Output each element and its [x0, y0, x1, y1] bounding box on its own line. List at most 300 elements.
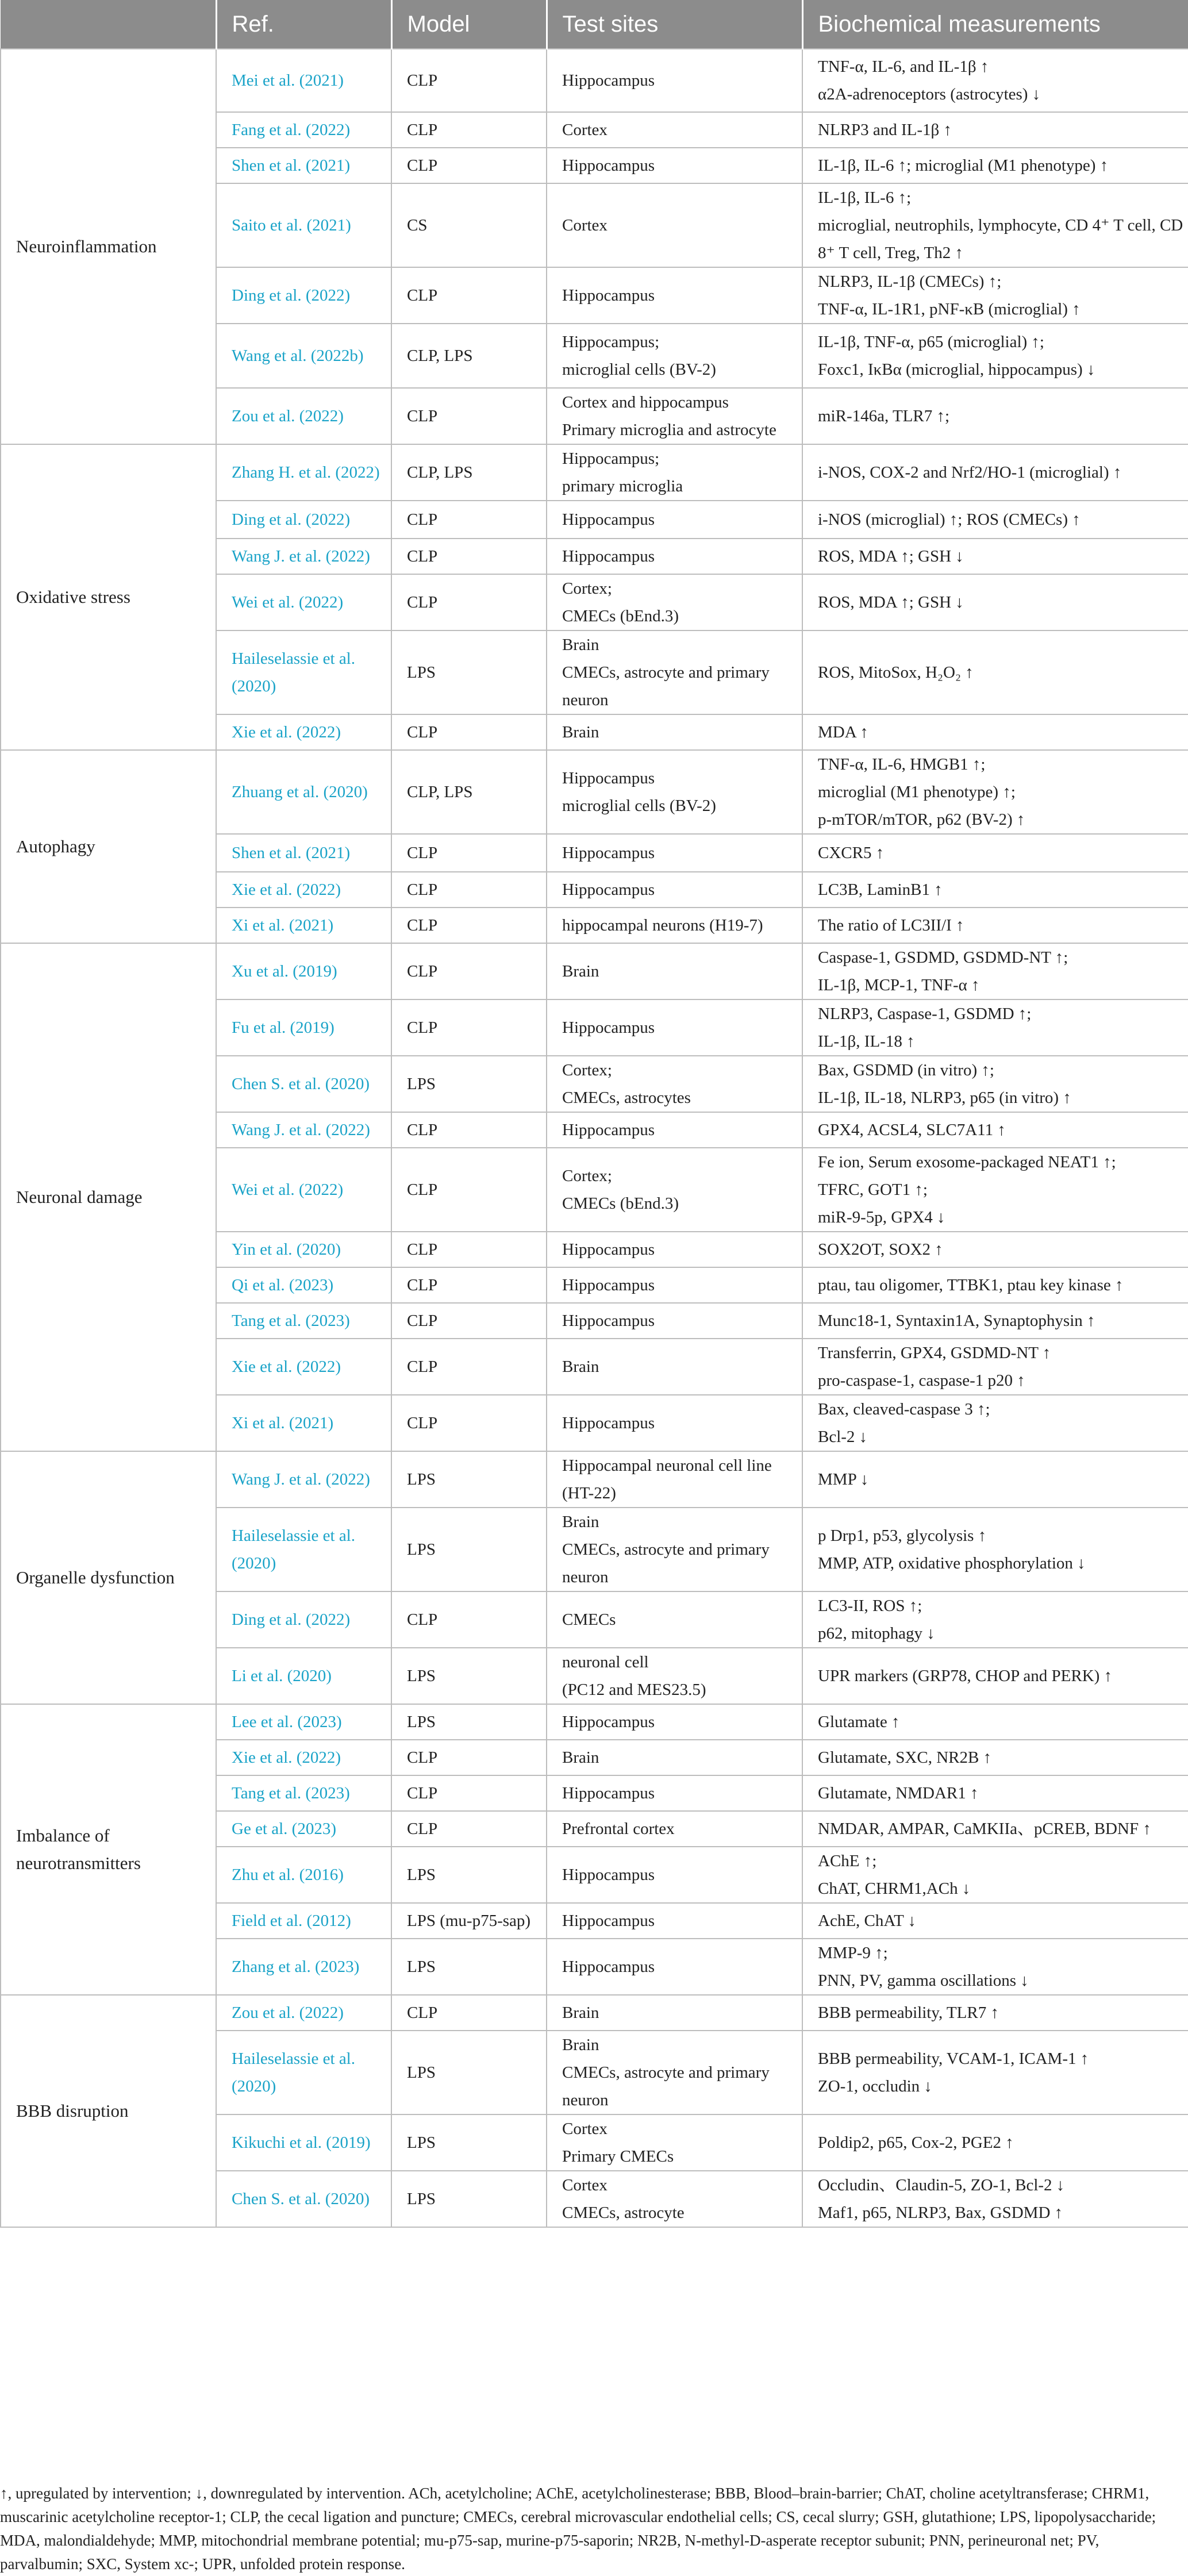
test-sites-cell	[547, 1451, 802, 1508]
table-row	[1, 49, 1188, 112]
measurements-cell	[802, 444, 1188, 501]
test-site-line: Hippocampus	[562, 1784, 655, 1802]
ref-link[interactable]: Fu et al. (2019)	[216, 999, 391, 1056]
measurement-line: Fe ion, Serum exosome-packaged NEAT1 ↑;	[818, 1153, 1116, 1171]
test-sites-cell	[547, 908, 802, 943]
model-cell: LPS	[391, 1451, 547, 1508]
measurements-cell	[802, 1740, 1188, 1775]
measurements-cell	[802, 1995, 1188, 2031]
measurement-line: TNF-α, IL-6, and IL-1β ↑	[818, 57, 989, 76]
measurement-line: IL-1β, IL-6 ↑; microglial (M1 phenotype) ↑	[818, 156, 1109, 175]
table-row	[1, 1704, 1188, 1740]
measurements-cell	[802, 539, 1188, 574]
measurements-cell	[802, 1112, 1188, 1148]
table-header-row	[1, 0, 1188, 49]
test-site-line: CMECs, astrocyte and primary	[562, 663, 770, 682]
test-site-line: Hippocampus	[562, 547, 655, 566]
measurements-cell	[802, 834, 1188, 872]
model-cell: CLP	[391, 49, 547, 112]
test-site-line: primary microglia	[562, 477, 683, 495]
model-cell: CLP	[391, 1267, 547, 1303]
test-site-line: Hippocampus	[562, 71, 655, 90]
ref-link[interactable]: Kikuchi et al. (2019)	[216, 2114, 391, 2171]
ref-link[interactable]: Xi et al. (2021)	[216, 1395, 391, 1451]
test-site-line: Hippocampus	[562, 1240, 655, 1259]
measurement-line: p-mTOR/mTOR, p62 (BV-2) ↑	[818, 810, 1025, 829]
test-site-line: Primary CMECs	[562, 2147, 674, 2166]
ref-link[interactable]: Saito et al. (2021)	[216, 183, 391, 267]
measurements-cell	[802, 2171, 1188, 2227]
test-site-line: Brain	[562, 1358, 599, 1376]
model-cell: LPS	[391, 2171, 547, 2227]
ref-link[interactable]: Xie et al. (2022)	[216, 1339, 391, 1395]
test-sites-cell	[547, 267, 802, 324]
ref-link[interactable]: Zhu et al. (2016)	[216, 1847, 391, 1903]
measurement-line: Glutamate, SXC, NR2B ↑	[818, 1748, 992, 1767]
measurement-line: TNF-α, IL-1R1, pNF-κB (microglial) ↑	[818, 300, 1081, 318]
measurements-cell	[802, 1232, 1188, 1267]
test-site-line: Hippocampus	[562, 1414, 655, 1432]
ref-link[interactable]: Tang et al. (2023)	[216, 1775, 391, 1811]
model-cell: CLP	[391, 1811, 547, 1847]
measurement-line: ptau, tau oligomer, TTBK1, ptau key kinase ↑	[818, 1276, 1124, 1294]
test-sites-cell	[547, 1232, 802, 1267]
test-sites-cell	[547, 444, 802, 501]
model-cell: LPS	[391, 1648, 547, 1704]
table-row	[1, 1451, 1188, 1508]
measurements-cell	[802, 1591, 1188, 1648]
table-row	[1, 943, 1188, 999]
test-site-line: Brain	[562, 723, 599, 741]
model-cell: CLP	[391, 539, 547, 574]
measurements-cell	[802, 324, 1188, 388]
test-sites-cell	[547, 630, 802, 714]
model-cell: CLP	[391, 943, 547, 999]
test-site-line: Hippocampus	[562, 769, 655, 787]
measurements-cell	[802, 2031, 1188, 2114]
test-site-line: Hippocampus	[562, 1121, 655, 1139]
ref-link[interactable]: Zhang et al. (2023)	[216, 1939, 391, 1995]
measurements-cell	[802, 112, 1188, 148]
test-site-line: neuron	[562, 1568, 609, 1586]
test-sites-cell	[547, 1775, 802, 1811]
test-sites-cell	[547, 574, 802, 630]
ref-link[interactable]: Xu et al. (2019)	[216, 943, 391, 999]
header-model: Model	[391, 0, 547, 49]
measurement-line: SOX2OT, SOX2 ↑	[818, 1240, 943, 1259]
measurements-cell	[802, 501, 1188, 539]
measurements-cell	[802, 1811, 1188, 1847]
measurement-line: Bcl-2 ↓	[818, 1428, 868, 1446]
measurements-cell	[802, 908, 1188, 943]
measurement-line: CXCR5 ↑	[818, 844, 885, 862]
measurement-line: Occludin、Claudin-5, ZO-1, Bcl-2 ↓	[818, 2176, 1065, 2194]
model-cell: CLP, LPS	[391, 324, 547, 388]
measurements-cell	[802, 1648, 1188, 1704]
ref-link[interactable]: Mei et al. (2021)	[216, 49, 391, 112]
measurement-line: The ratio of LC3II/I ↑	[818, 916, 964, 935]
test-site-line: Hippocampus	[562, 844, 655, 862]
test-site-line: hippocampal neurons (H19-7)	[562, 916, 763, 935]
measurement-line: microglial (M1 phenotype) ↑;	[818, 783, 1016, 801]
test-sites-cell	[547, 943, 802, 999]
measurement-line: i-NOS, COX-2 and Nrf2/HO-1 (microglial) ↑	[818, 463, 1122, 482]
test-sites-cell	[547, 183, 802, 267]
measurement-line: Bax, GSDMD (in vitro) ↑;	[818, 1061, 994, 1079]
ref-link[interactable]: Ge et al. (2023)	[216, 1811, 391, 1847]
measurement-line: α2A-adrenoceptors (astrocytes) ↓	[818, 85, 1041, 103]
model-cell: CLP	[391, 574, 547, 630]
model-cell: CLP	[391, 148, 547, 183]
measurements-cell	[802, 49, 1188, 112]
test-sites-cell	[547, 872, 802, 908]
ref-link[interactable]: Tang et al. (2023)	[216, 1303, 391, 1339]
category-cell: Imbalance of neurotransmitters	[1, 1704, 216, 1995]
measurement-line: BBB permeability, VCAM-1, ICAM-1 ↑	[818, 2050, 1089, 2068]
measurement-line: MMP, ATP, oxidative phosphorylation ↓	[818, 1554, 1086, 1572]
ref-link[interactable]: Wei et al. (2022)	[216, 1148, 391, 1232]
measurements-cell	[802, 1451, 1188, 1508]
ref-link[interactable]: Zhuang et al. (2020)	[216, 750, 391, 834]
test-site-line: Brain	[562, 1748, 599, 1767]
measurement-line: LC3-II, ROS ↑;	[818, 1597, 922, 1615]
category-cell: Organelle dysfunction	[1, 1451, 216, 1704]
measurement-line: ROS, MDA ↑; GSH ↓	[818, 547, 964, 566]
table-row	[1, 444, 1188, 501]
test-site-line: Brain	[562, 2036, 599, 2054]
ref-link[interactable]: Haileselassie et al. (2020)	[216, 2031, 391, 2114]
measurements-cell	[802, 1847, 1188, 1903]
measurements-cell	[802, 1056, 1188, 1112]
model-cell: CLP, LPS	[391, 750, 547, 834]
model-cell: CLP	[391, 1339, 547, 1395]
test-site-line: Primary microglia and astrocyte	[562, 421, 776, 439]
measurement-line: miR-146a, TLR7 ↑;	[818, 407, 950, 425]
measurements-cell	[802, 1395, 1188, 1451]
model-cell: CLP	[391, 1740, 547, 1775]
test-sites-cell	[547, 388, 802, 444]
ref-link[interactable]: Yin et al. (2020)	[216, 1232, 391, 1267]
ref-link[interactable]: Chen S. et al. (2020)	[216, 2171, 391, 2227]
test-site-line: Hippocampus	[562, 1276, 655, 1294]
measurements-cell	[802, 2114, 1188, 2171]
test-site-line: neuron	[562, 2091, 609, 2109]
measurement-line: IL-1β, TNF-α, p65 (microglial) ↑;	[818, 333, 1044, 351]
ref-link[interactable]: Shen et al. (2021)	[216, 834, 391, 872]
measurement-line: NLRP3 and IL-1β ↑	[818, 121, 952, 139]
test-sites-cell	[547, 324, 802, 388]
measurements-cell	[802, 1148, 1188, 1232]
measurement-line: NMDAR, AMPAR, CaMKIIa、pCREB, BDNF ↑	[818, 1820, 1151, 1838]
model-cell: CLP	[391, 1591, 547, 1648]
test-site-line: Cortex	[562, 121, 608, 139]
test-sites-cell	[547, 750, 802, 834]
test-sites-cell	[547, 1395, 802, 1451]
test-site-line: CMECs (bEnd.3)	[562, 1194, 679, 1213]
test-site-line: Hippocampus	[562, 1713, 655, 1731]
measurement-line: IL-1β, IL-18, NLRP3, p65 (in vitro) ↑	[818, 1089, 1071, 1107]
test-site-line: CMECs, astrocytes	[562, 1089, 691, 1107]
measurements-cell	[802, 388, 1188, 444]
measurements-cell	[802, 714, 1188, 750]
test-site-line: Hippocampus	[562, 510, 655, 529]
measurements-cell	[802, 183, 1188, 267]
test-site-line: Cortex	[562, 216, 608, 234]
test-site-line: Hippocampus	[562, 1912, 655, 1930]
model-cell: LPS (mu-p75-sap)	[391, 1903, 547, 1939]
measurement-line: Caspase-1, GSDMD, GSDMD-NT ↑;	[818, 948, 1068, 967]
ref-link[interactable]: Fang et al. (2022)	[216, 112, 391, 148]
test-sites-cell	[547, 1903, 802, 1939]
model-cell: CLP	[391, 267, 547, 324]
header-category	[1, 0, 216, 49]
header-test-sites: Test sites	[547, 0, 802, 49]
test-sites-cell	[547, 1995, 802, 2031]
test-sites-cell	[547, 1648, 802, 1704]
test-site-line: Brain	[562, 1513, 599, 1531]
model-cell: CLP	[391, 908, 547, 943]
header-ref: Ref.	[216, 0, 391, 49]
category-cell: Oxidative stress	[1, 444, 216, 750]
test-sites-cell	[547, 1056, 802, 1112]
measurement-line: p Drp1, p53, glycolysis ↑	[818, 1527, 987, 1545]
model-cell: LPS	[391, 1056, 547, 1112]
ref-link[interactable]: Zou et al. (2022)	[216, 388, 391, 444]
ref-link[interactable]: Wang J. et al. (2022)	[216, 1451, 391, 1508]
table-row	[1, 750, 1188, 834]
measurement-line: Maf1, p65, NLRP3, Bax, GSDMD ↑	[818, 2204, 1063, 2222]
measurement-line: Transferrin, GPX4, GSDMD-NT ↑	[818, 1344, 1051, 1362]
test-site-line: neuronal cell	[562, 1653, 649, 1671]
ref-link[interactable]: Zhang H. et al. (2022)	[216, 444, 391, 501]
measurements-cell	[802, 1903, 1188, 1939]
category-cell: Autophagy	[1, 750, 216, 943]
measurements-cell	[802, 872, 1188, 908]
model-cell: LPS	[391, 2114, 547, 2171]
measurements-cell	[802, 1339, 1188, 1395]
ref-link[interactable]: Wang J. et al. (2022)	[216, 1112, 391, 1148]
ref-link[interactable]: Xie et al. (2022)	[216, 1740, 391, 1775]
measurements-cell	[802, 943, 1188, 999]
measurements-cell	[802, 630, 1188, 714]
model-cell: CLP	[391, 1995, 547, 2031]
model-cell: CLP, LPS	[391, 444, 547, 501]
measurement-line: NLRP3, Caspase-1, GSDMD ↑;	[818, 1005, 1032, 1023]
test-site-line: Cortex;	[562, 1167, 612, 1185]
model-cell: LPS	[391, 2031, 547, 2114]
model-cell: CLP	[391, 834, 547, 872]
test-sites-cell	[547, 1112, 802, 1148]
ref-link[interactable]: Ding et al. (2022)	[216, 267, 391, 324]
measurement-line: PNN, PV, gamma oscillations ↓	[818, 1971, 1029, 1990]
test-sites-cell	[547, 2114, 802, 2171]
model-cell: CLP	[391, 872, 547, 908]
test-site-line: (PC12 and MES23.5)	[562, 1681, 706, 1699]
test-sites-cell	[547, 148, 802, 183]
measurement-line: MDA ↑	[818, 723, 868, 741]
test-site-line: CMECs, astrocyte and primary	[562, 1540, 770, 1559]
test-sites-cell	[547, 1811, 802, 1847]
test-site-line: Hippocampus	[562, 156, 655, 175]
measurement-line: NLRP3, IL-1β (CMECs) ↑;	[818, 272, 1002, 291]
table-row	[1, 1995, 1188, 2031]
model-cell: CLP	[391, 1395, 547, 1451]
test-sites-cell	[547, 2031, 802, 2114]
test-site-line: (HT-22)	[562, 1484, 616, 1502]
test-site-line: Hippocampus	[562, 1312, 655, 1330]
header-biochemical-measurements: Biochemical measurements	[802, 0, 1188, 49]
measurement-line: BBB permeability, TLR7 ↑	[818, 2004, 999, 2022]
measurement-line: LC3B, LaminB1 ↑	[818, 881, 943, 899]
measurements-cell	[802, 999, 1188, 1056]
test-sites-cell	[547, 1704, 802, 1740]
test-site-line: Hippocampus;	[562, 449, 660, 468]
test-site-line: CMECs, astrocyte	[562, 2204, 685, 2222]
test-site-line: Cortex;	[562, 579, 612, 598]
ref-link[interactable]: Wang et al. (2022b)	[216, 324, 391, 388]
test-sites-cell	[547, 999, 802, 1056]
model-cell: CLP	[391, 999, 547, 1056]
measurement-line: microglial, neutrophils, lymphocyte, CD 4⁺ T cell, CD	[818, 216, 1183, 234]
category-cell: BBB disruption	[1, 1995, 216, 2227]
measurement-line: miR-9-5p, GPX4 ↓	[818, 1208, 945, 1227]
model-cell: CLP	[391, 1303, 547, 1339]
measurement-line: IL-1β, IL-6 ↑;	[818, 189, 912, 207]
test-site-line: Hippocampus	[562, 286, 655, 305]
ref-link[interactable]: Xi et al. (2021)	[216, 908, 391, 943]
test-site-line: neuron	[562, 691, 609, 709]
model-cell: LPS	[391, 630, 547, 714]
measurement-line: AChE ↑;	[818, 1852, 877, 1870]
model-cell: CLP	[391, 1232, 547, 1267]
ref-link[interactable]: Haileselassie et al. (2020)	[216, 1508, 391, 1591]
measurements-cell	[802, 1508, 1188, 1591]
measurement-line: Foxc1, IκBα (microglial, hippocampus) ↓	[818, 360, 1095, 379]
test-site-line: CMECs (bEnd.3)	[562, 607, 679, 625]
ref-link[interactable]: Wei et al. (2022)	[216, 574, 391, 630]
test-site-line: Hippocampus	[562, 1018, 655, 1037]
measurements-cell	[802, 267, 1188, 324]
measurement-line: Poldip2, p65, Cox-2, PGE2 ↑	[818, 2133, 1014, 2152]
ref-link[interactable]: Lee et al. (2023)	[216, 1704, 391, 1740]
test-site-line: Cortex;	[562, 1061, 612, 1079]
model-cell: LPS	[391, 1847, 547, 1903]
ref-link[interactable]: Zou et al. (2022)	[216, 1995, 391, 2031]
test-sites-cell	[547, 1508, 802, 1591]
ref-link[interactable]: Xie et al. (2022)	[216, 714, 391, 750]
table-body	[1, 49, 1188, 2227]
test-site-line: microglial cells (BV-2)	[562, 360, 716, 379]
measurement-line: ROS, MitoSox, H₂O₂ ↑	[818, 663, 974, 682]
model-cell: CLP	[391, 388, 547, 444]
ref-link[interactable]: Field et al. (2012)	[216, 1903, 391, 1939]
test-sites-cell	[547, 501, 802, 539]
test-sites-cell	[547, 1267, 802, 1303]
measurement-line: p62, mitophagy ↓	[818, 1624, 935, 1643]
model-cell: CLP	[391, 1775, 547, 1811]
measurements-cell	[802, 1303, 1188, 1339]
test-site-line: CMECs, astrocyte and primary	[562, 2063, 770, 2082]
measurement-line: MMP ↓	[818, 1470, 869, 1489]
measurement-line: TNF-α, IL-6, HMGB1 ↑;	[818, 755, 986, 774]
ref-link[interactable]: Wang J. et al. (2022)	[216, 539, 391, 574]
ref-link[interactable]: Li et al. (2020)	[216, 1648, 391, 1704]
ref-link[interactable]: Shen et al. (2021)	[216, 148, 391, 183]
test-site-line: Cortex	[562, 2176, 608, 2194]
model-cell: CLP	[391, 714, 547, 750]
measurement-line: Glutamate ↑	[818, 1713, 900, 1731]
measurement-line: ROS, MDA ↑; GSH ↓	[818, 593, 964, 612]
measurement-line: pro-caspase-1, caspase-1 p20 ↑	[818, 1371, 1025, 1390]
test-site-line: Hippocampus;	[562, 333, 660, 351]
model-cell: LPS	[391, 1939, 547, 1995]
measurement-line: IL-1β, IL-18 ↑	[818, 1032, 915, 1051]
model-cell: LPS	[391, 1704, 547, 1740]
measurement-line: UPR markers (GRP78, CHOP and PERK) ↑	[818, 1667, 1113, 1685]
measurements-cell	[802, 1775, 1188, 1811]
category-cell: Neuronal damage	[1, 943, 216, 1451]
measurement-line: 8⁺ T cell, Treg, Th2 ↑	[818, 244, 963, 262]
model-cell: LPS	[391, 1508, 547, 1591]
test-sites-cell	[547, 834, 802, 872]
measurement-line: GPX4, ACSL4, SLC7A11 ↑	[818, 1121, 1006, 1139]
test-site-line: Hippocampus	[562, 881, 655, 899]
ref-link[interactable]: Qi et al. (2023)	[216, 1267, 391, 1303]
test-sites-cell	[547, 2171, 802, 2227]
test-site-line: Hippocampal neuronal cell line	[562, 1456, 772, 1475]
test-site-line: Brain	[562, 2004, 599, 2022]
test-site-line: Brain	[562, 636, 599, 654]
ref-link[interactable]: Ding et al. (2022)	[216, 501, 391, 539]
test-site-line: microglial cells (BV-2)	[562, 797, 716, 815]
test-site-line: Brain	[562, 962, 599, 981]
measurement-line: ChAT, CHRM1,ACh ↓	[818, 1879, 971, 1898]
measurement-line: MMP-9 ↑;	[818, 1944, 888, 1962]
test-sites-cell	[547, 1939, 802, 1995]
ref-link[interactable]: Haileselassie et al. (2020)	[216, 630, 391, 714]
test-sites-cell	[547, 1339, 802, 1395]
test-site-line: Prefrontal cortex	[562, 1820, 675, 1838]
measurement-line: AchE, ChAT ↓	[818, 1912, 917, 1930]
test-sites-cell	[547, 1591, 802, 1648]
measurements-cell	[802, 1267, 1188, 1303]
measurement-line: Glutamate, NMDAR1 ↑	[818, 1784, 979, 1802]
test-site-line: Cortex	[562, 2120, 608, 2138]
test-sites-cell	[547, 1148, 802, 1232]
measurements-cell	[802, 148, 1188, 183]
measurement-line: IL-1β, MCP-1, TNF-α ↑	[818, 976, 980, 994]
measurement-line: ZO-1, occludin ↓	[818, 2077, 932, 2096]
measurements-cell	[802, 1704, 1188, 1740]
measurements-cell	[802, 574, 1188, 630]
test-sites-cell	[547, 714, 802, 750]
measurement-line: Bax, cleaved-caspase 3 ↑;	[818, 1400, 990, 1418]
ref-link[interactable]: Xie et al. (2022)	[216, 872, 391, 908]
measurement-line: TFRC, GOT1 ↑;	[818, 1181, 928, 1199]
ref-link[interactable]: Chen S. et al. (2020)	[216, 1056, 391, 1112]
model-cell: CLP	[391, 501, 547, 539]
ref-link[interactable]: Ding et al. (2022)	[216, 1591, 391, 1648]
test-sites-cell	[547, 1740, 802, 1775]
measurements-cell	[802, 1939, 1188, 1995]
table-footnote: ↑, upregulated by intervention; ↓, downregulated by intervention. ACh, acetylcholine; AChE, acetylcholinesterase; BBB, Blood–brain-barrier; ChAT, choline acetyltransferase; CHRM1, muscarinic acetylcholine receptor-1; CLP, the cecal ligation and puncture; CMECs, cerebral microvascular endothelial cells; CS, cecal slurry; GSH, glutathione; LPS, lipopolysaccharide; MDA, malondialdehyde; MMP, mitochondrial membrane potential; mu-p75-sap, murine-p75-saporin; NR2B, N-methyl-D-asperate receptor subunit; PNN, perineuronal net; PV, parvalbumin; SXC, System xc-; UPR, unfolded protein response.	[0, 2485, 1156, 2573]
test-site-line: Hippocampus	[562, 1958, 655, 1976]
test-sites-cell	[547, 112, 802, 148]
measurements-cell	[802, 750, 1188, 834]
model-cell: CLP	[391, 1148, 547, 1232]
category-cell: Neuroinflammation	[1, 49, 216, 444]
test-site-line: Hippocampus	[562, 1866, 655, 1884]
